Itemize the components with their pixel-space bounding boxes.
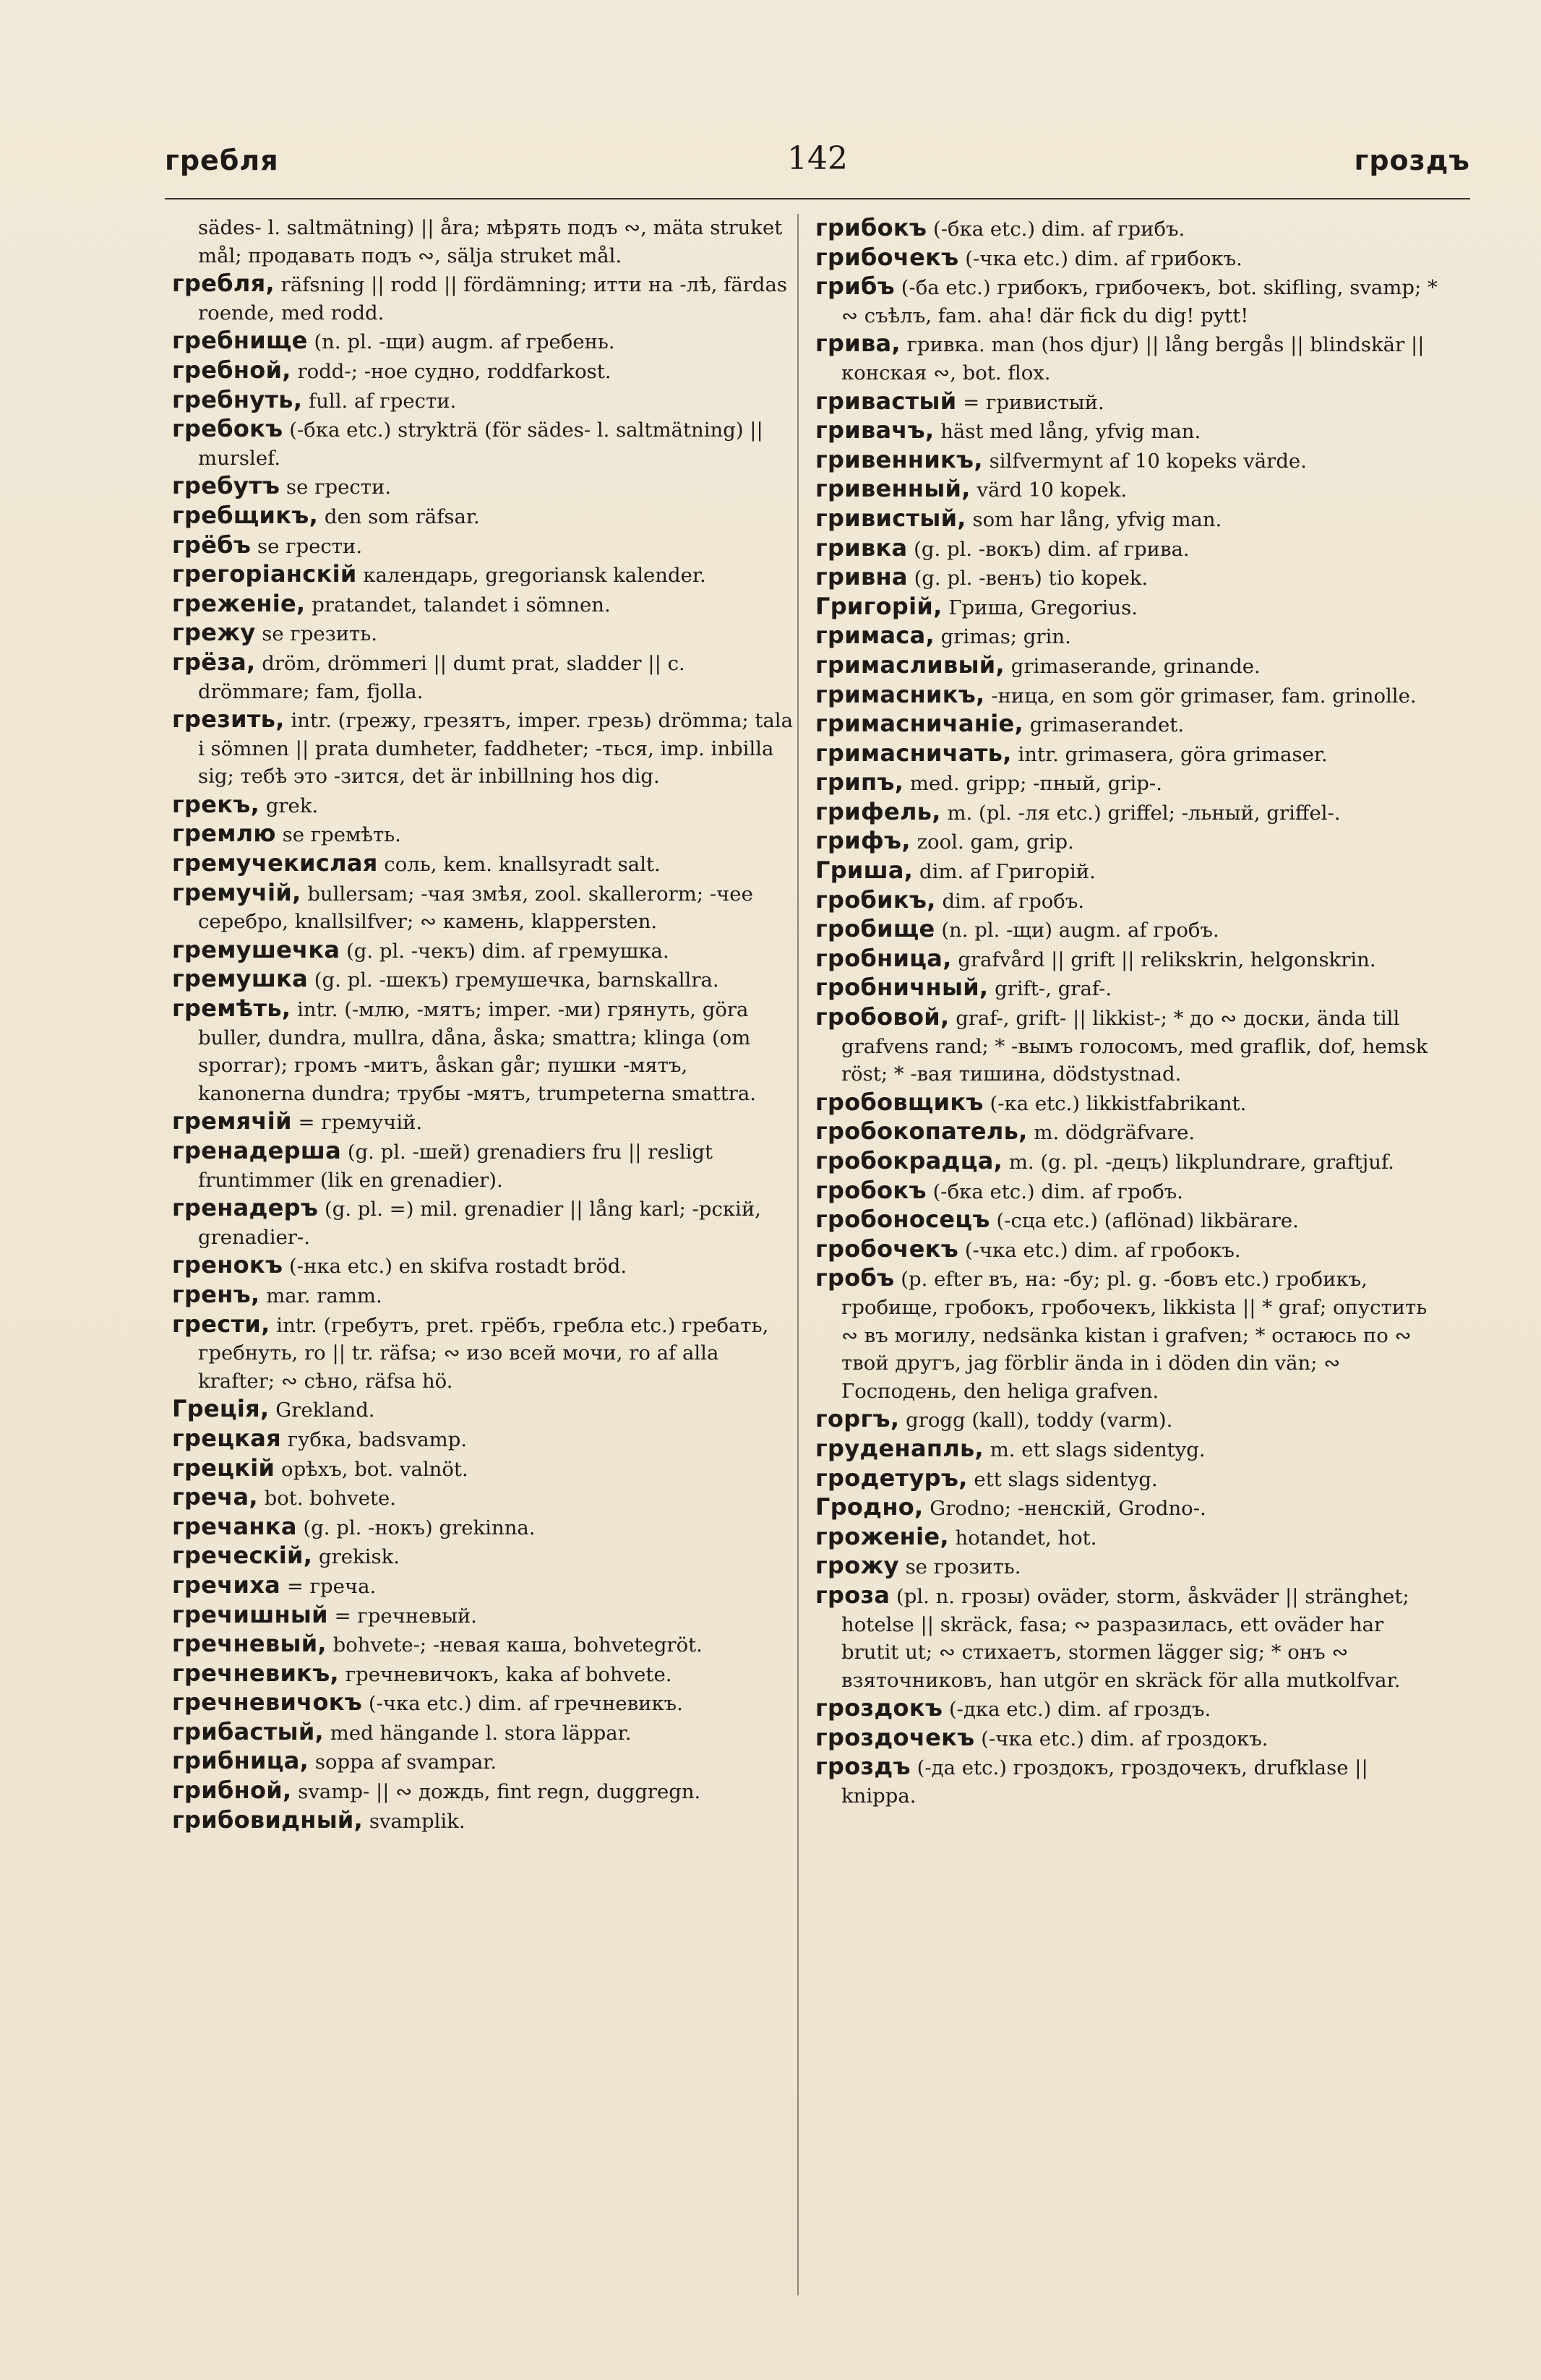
entry-headword: гримасничать, <box>815 739 1012 767</box>
entry-headword: гречневичокъ <box>172 1688 363 1717</box>
dictionary-entry <box>172 791 797 820</box>
dictionary-entry <box>815 651 1440 681</box>
entry-headword: гробочекъ <box>815 1234 959 1263</box>
dictionary-entry <box>172 1630 797 1659</box>
entry-headword: гренадеръ <box>172 1194 319 1222</box>
entry-definition: (-дка etc.) dim. af гроздъ. <box>948 1698 1211 1722</box>
entry-headword: грива, <box>815 330 901 358</box>
entry-definition: (g. pl. -вокъ) dim. af грива. <box>914 537 1190 561</box>
entry-definition: (-чка etc.) dim. af гречневикъ. <box>368 1692 683 1716</box>
dictionary-entry <box>172 1601 797 1631</box>
dictionary-entry <box>172 994 797 1107</box>
dictionary-entry <box>172 1194 797 1251</box>
dictionary-entry <box>172 214 797 270</box>
entry-definition: grafvård || grift || relikskrin, helgonskrin. <box>958 948 1376 971</box>
dictionary-entry <box>815 739 1440 769</box>
entry-definition: = гремучій. <box>298 1111 423 1135</box>
entry-definition: intr. grimasera, göra grimaser. <box>1018 742 1328 766</box>
dictionary-entry <box>172 1251 797 1281</box>
entry-headword: грибница, <box>172 1747 309 1775</box>
entry-headword: гробъ <box>815 1264 895 1292</box>
entry-definition: (g. pl. -венъ) tio kopek. <box>914 567 1149 590</box>
dictionary-entry <box>172 1513 797 1542</box>
entry-definition: se грести. <box>286 476 392 499</box>
dictionary-entry <box>815 681 1440 710</box>
dictionary-entry <box>172 965 797 994</box>
dictionary-entry <box>172 705 797 791</box>
entry-definition: som har lång, yfvig man. <box>972 507 1222 531</box>
entry-definition: m. (pl. -ля etc.) griffel; -льный, griffel-. <box>947 801 1341 825</box>
dictionary-entry <box>815 1264 1440 1405</box>
entry-definition: (g. pl. -нокъ) grekinna. <box>303 1516 536 1539</box>
dictionary-entry <box>815 1003 1440 1088</box>
entry-headword: гривка <box>815 533 908 562</box>
entry-headword: гримасникъ, <box>815 680 985 708</box>
entry-headword: грибъ <box>815 272 895 301</box>
dictionary-entry <box>172 1688 797 1718</box>
entry-headword: гробикъ, <box>815 885 936 914</box>
entry-headword: гробовой, <box>815 1003 950 1031</box>
entry-headword: греческій, <box>172 1542 313 1570</box>
entry-headword: гроздокъ <box>815 1694 943 1722</box>
page-header <box>165 140 1470 188</box>
dictionary-entry <box>815 1464 1440 1494</box>
entry-definition: soppa af svampar. <box>314 1750 497 1774</box>
entry-headword: гребщикъ, <box>172 501 319 529</box>
entry-headword: гребной, <box>172 356 291 384</box>
entry-headword: грибастый, <box>172 1717 325 1745</box>
entry-headword: гробокрадца, <box>815 1147 1003 1174</box>
entry-definition: орѣхъ, bot. valnöt. <box>281 1457 468 1481</box>
entry-definition: bohvete-; -невая каша, bohvetegröt. <box>332 1633 703 1657</box>
dictionary-entry <box>815 798 1440 828</box>
entry-definition: (g. pl. -шекъ) гремушечка, barnskallra. <box>314 968 719 992</box>
entry-definition: соль, kem. knallsyradt salt. <box>384 853 661 877</box>
entry-definition: dröm, drömmeri || dumt prat, sladder || c. drömmare; fam, fjolla. <box>198 651 685 703</box>
entry-definition: (n. pl. -щи) augm. af гробъ. <box>941 919 1219 942</box>
entry-headword: гремячій <box>172 1107 292 1135</box>
entry-definition: (pl. n. грозы) oväder, storm, åskväder || stränghet; hotelse || skräck, fasa; ∾ разразилась, ett oväder har brutit ut; ∾ стихаетъ, stormen lägger sig; * онъ ∾ взяточниковъ, han utgör en skräck för alla mutkolfvar. <box>841 1584 1409 1692</box>
dictionary-entry <box>172 386 797 416</box>
entry-definition: se гремѣть. <box>282 823 401 847</box>
entry-definition: (p. efter въ, на: -бу; pl. g. -бовъ etc.) гробикъ, гробище, гробокъ, гробочекъ, likkista || * graf; опустить ∾ въ могилу, nedsänka kistan i grafven; * остаюсь по ∾ твой другъ, jag förblir ända in i döden din vän; ∾ Господень, den heliga grafven. <box>841 1268 1428 1403</box>
entry-headword: Гриша, <box>815 856 914 885</box>
entry-headword: Григорій, <box>815 592 943 620</box>
dictionary-entry <box>172 1425 797 1454</box>
header-rule <box>165 198 1470 199</box>
dictionary-entry <box>815 1177 1440 1206</box>
entry-definition: grimas; grin. <box>940 625 1071 649</box>
entry-headword: гродетуръ, <box>815 1464 968 1492</box>
entry-headword: гробница, <box>815 944 952 972</box>
entry-headword: гробовщикъ <box>815 1088 984 1116</box>
entry-headword: грецкая <box>172 1424 282 1452</box>
entry-headword: гремѣть, <box>172 994 291 1023</box>
entry-headword: грибовидный, <box>172 1805 364 1834</box>
dictionary-entry <box>815 974 1440 1003</box>
entry-headword: гривенный, <box>815 475 971 503</box>
dictionary-entry <box>815 244 1440 273</box>
entry-headword: гримасливый, <box>815 650 1005 679</box>
entry-definition: silfvermynt af 10 kopeks värde. <box>989 449 1307 473</box>
dictionary-entry <box>172 415 797 472</box>
entry-definition: den som räfsar. <box>324 504 480 528</box>
dictionary-entry <box>172 1718 797 1748</box>
entry-headword: гренъ, <box>172 1280 260 1308</box>
entry-definition: intr. (гребутъ, pret. грёбъ, гребла etc.) гребать, гребнуть, ro || tr. räfsa; ∾ изо всей мочи, ro af alla krafter; ∾ сѣно, räfsa hö. <box>198 1313 769 1393</box>
entry-definition: (g. pl. -чекъ) dim. af гремушка. <box>346 939 669 963</box>
right-column <box>815 214 1440 1810</box>
dictionary-entry <box>172 648 797 705</box>
entry-definition: (-бка etc.) dim. af грибъ. <box>933 218 1185 241</box>
entry-definition: (g. pl. =) mil. grenadier || lång karl; -рскій, grenadier-. <box>198 1198 761 1249</box>
entry-definition: (-ка etc.) likkistfabrikant. <box>990 1091 1247 1115</box>
entry-definition: = гречневый. <box>334 1604 477 1628</box>
entry-definition: grimaserande, grinande. <box>1010 654 1261 678</box>
entry-definition: Grekland. <box>275 1399 375 1422</box>
entry-headword: гримаса, <box>815 622 935 650</box>
entry-headword: груденапль, <box>815 1434 984 1462</box>
dictionary-entry <box>172 1777 797 1806</box>
entry-headword: гремучій, <box>172 878 301 906</box>
dictionary-entry <box>815 446 1440 476</box>
entry-definition: häst med lång, yfvig man. <box>940 420 1201 444</box>
entry-headword: гробище <box>815 915 935 943</box>
entry-definition: zool. gam, grip. <box>917 830 1074 854</box>
entry-definition: (-бка etc.) strykträ (för sädes- l. saltmätning) || murslef. <box>198 418 763 470</box>
entry-headword: греча, <box>172 1483 258 1511</box>
entry-headword: грибокъ <box>815 214 927 241</box>
entry-definition: full. af грести. <box>309 389 457 413</box>
entry-headword: грекъ, <box>172 790 260 818</box>
entry-headword: грежу <box>172 619 256 647</box>
entry-definition: (-да etc.) гроздокъ, гроздочекъ, drufklase || knippa. <box>841 1756 1368 1808</box>
column-divider <box>797 214 799 2295</box>
entry-headword: гремучекислая <box>172 849 378 877</box>
entry-definition: Grodno; -ненскій, Grodno-. <box>930 1497 1206 1521</box>
entry-headword: гривна <box>815 563 908 591</box>
dictionary-entry <box>815 593 1440 622</box>
dictionary-entry <box>815 272 1440 330</box>
entry-definition: hotandet, hot. <box>955 1526 1097 1550</box>
dictionary-entry <box>815 1724 1440 1753</box>
dictionary-entry <box>815 1552 1440 1581</box>
dictionary-entry <box>172 1137 797 1194</box>
dictionary-entry <box>172 356 797 386</box>
dictionary-entry <box>815 504 1440 534</box>
entry-definition: grimaserandet. <box>1029 713 1185 737</box>
entry-headword: гречневый, <box>172 1630 327 1658</box>
entry-definition: гречневичокъ, kaka af bohvete. <box>345 1662 672 1686</box>
dictionary-entry <box>815 1694 1440 1724</box>
entry-definition: = гривистый. <box>963 390 1104 414</box>
entry-headword: гремлю <box>172 820 276 848</box>
entry-definition: grek. <box>265 794 319 817</box>
dictionary-entry <box>815 827 1440 856</box>
dictionary-entry <box>172 1310 797 1396</box>
entry-headword: грёбъ <box>172 530 252 559</box>
entry-definition: se грозить. <box>905 1555 1021 1579</box>
dictionary-entry <box>172 1659 797 1689</box>
entry-headword: гремушечка <box>172 935 340 963</box>
entry-headword: гречиха <box>172 1571 281 1599</box>
dictionary-entry <box>172 560 797 590</box>
entry-headword: гроза <box>815 1581 890 1609</box>
entry-definition: (-бка etc.) dim. af гробъ. <box>932 1180 1184 1203</box>
dictionary-entry <box>815 214 1440 244</box>
entry-headword: грибочекъ <box>815 243 959 271</box>
dictionary-entry <box>815 622 1440 651</box>
entry-headword: гребнуть, <box>172 385 303 413</box>
entry-headword: гречневикъ, <box>172 1659 340 1687</box>
entry-definition: se грести. <box>257 534 363 558</box>
entry-headword: грифъ, <box>815 827 911 855</box>
dictionary-entry <box>815 856 1440 886</box>
dictionary-entry <box>815 1235 1440 1265</box>
entry-definition: svamplik. <box>369 1809 465 1833</box>
dictionary-entry <box>815 416 1440 446</box>
entry-definition: календарь, gregoriansk kalender. <box>363 564 706 588</box>
entry-definition: bot. bohvete. <box>264 1487 397 1511</box>
dictionary-entry <box>172 936 797 966</box>
entry-headword: гробокъ <box>815 1176 927 1204</box>
dictionary-entry <box>815 387 1440 417</box>
entry-definition: (n. pl. -щи) augm. af гребень. <box>314 330 615 354</box>
entry-headword: гренокъ <box>172 1251 283 1279</box>
entry-headword: грёза, <box>172 648 256 676</box>
dictionary-entry <box>172 590 797 619</box>
entry-definition: bullersam; -чая змѣя, zool. skallerorm; -чее серебро, knallsilfver; ∾ камень, klappersten. <box>198 882 753 934</box>
dictionary-entry <box>815 1523 1440 1552</box>
dictionary-entry <box>172 820 797 849</box>
dictionary-entry <box>172 327 797 356</box>
entry-headword: греженіе, <box>172 589 306 617</box>
page-number: 142 <box>787 140 848 177</box>
entry-headword: гроздочекъ <box>815 1723 975 1751</box>
entry-headword: гривенникъ, <box>815 445 983 473</box>
entry-headword: грипъ, <box>815 768 904 796</box>
entry-headword: гримасничаніе, <box>815 710 1023 738</box>
dictionary-entry <box>172 502 797 531</box>
entry-definition: svamp- || ∾ дождь, fint regn, duggregn. <box>298 1780 701 1804</box>
right-guide-word: гроздъ <box>1354 145 1470 176</box>
dictionary-entry <box>815 1405 1440 1435</box>
entry-headword: гребнище <box>172 327 308 355</box>
entry-headword: грести, <box>172 1310 270 1338</box>
entry-headword: Гродно, <box>815 1493 924 1521</box>
entry-headword: гроздъ <box>815 1753 911 1781</box>
dictionary-entry <box>815 1206 1440 1235</box>
dictionary-entry <box>172 1483 797 1513</box>
entry-definition: губка, badsvamp. <box>287 1427 468 1451</box>
dictionary-entry <box>172 1107 797 1137</box>
entry-definition: räfsning || rodd || fördämning; итти на -лѣ, färdas roende, med rodd. <box>198 273 787 325</box>
dictionary-entry <box>172 531 797 561</box>
entry-definition: rodd-; -ное судно, roddfarkost. <box>297 359 611 383</box>
entry-headword: гремушка <box>172 965 309 993</box>
dictionary-entry <box>172 270 797 327</box>
entry-definition: гривка. man (hos djur) || lång bergås || blindskär || конская ∾, bot. flox. <box>841 333 1425 385</box>
entry-definition: m. (g. pl. -децъ) likplundrare, graftjuf. <box>1008 1151 1394 1174</box>
dictionary-entry <box>172 619 797 648</box>
entry-headword: горгъ, <box>815 1405 900 1433</box>
entry-definition: m. dödgräfvare. <box>1034 1121 1196 1145</box>
dictionary-entry <box>815 563 1440 593</box>
dictionary-entry <box>815 534 1440 564</box>
entry-definition: grekisk. <box>318 1545 400 1569</box>
dictionary-entry <box>172 879 797 936</box>
entry-headword: гренадерша <box>172 1137 342 1164</box>
dictionary-entry <box>815 1435 1440 1464</box>
entry-headword: гребутъ <box>172 472 280 500</box>
entry-definition: graf-, grift- || likkist-; * до ∾ доски, ända till grafvens rand; * -вымъ голосомъ, med graflik, dof, hemsk röst; * -вая тишина, dödstystnad. <box>841 1007 1428 1086</box>
entry-definition: mar. ramm. <box>266 1284 382 1307</box>
entry-definition: värd 10 kopek. <box>976 478 1128 502</box>
entry-headword: грибной, <box>172 1777 292 1805</box>
entry-headword: гробокопатель, <box>815 1117 1028 1146</box>
entry-headword: гречишный <box>172 1600 328 1628</box>
entry-definition: -ница, en som gör grimaser, fam. grinolle. <box>991 684 1417 708</box>
dictionary-entry <box>172 1571 797 1601</box>
dictionary-entry <box>172 472 797 502</box>
entry-definition: pratandet, talandet i sömnen. <box>312 593 611 617</box>
entry-definition: grogg (kall), toddy (varm). <box>906 1409 1173 1432</box>
entry-headword: гробничный, <box>815 974 989 1002</box>
dictionary-entry <box>815 915 1440 945</box>
entry-definition: (-чка etc.) dim. af гробокъ. <box>964 1238 1241 1262</box>
left-column <box>172 214 797 1835</box>
dictionary-entry <box>172 1281 797 1310</box>
entry-definition: med hängande l. stora läppar. <box>330 1721 632 1745</box>
dictionary-entry <box>815 886 1440 916</box>
dictionary-entry <box>815 330 1440 387</box>
entry-headword: грожу <box>815 1552 899 1580</box>
entry-definition: = греча. <box>286 1574 377 1598</box>
entry-headword: грезить, <box>172 705 285 734</box>
entry-definition: dim. af гробъ. <box>942 889 1085 913</box>
dictionary-entry <box>172 1454 797 1484</box>
left-guide-word: гребля <box>165 145 279 176</box>
entry-definition: med. gripp; -пный, grip-. <box>909 772 1162 796</box>
dictionary-entry <box>172 1806 797 1836</box>
entry-definition: (g. pl. -шей) grenadiers fru || resligt fruntimmer (lik en grenadier). <box>198 1140 713 1192</box>
entry-definition: sädes- l. saltmätning) || åra; мѣрять подъ ∾, mäta struket mål; продавать подъ ∾, sälja struket mål. <box>198 216 783 267</box>
dictionary-entry <box>172 849 797 879</box>
dictionary-entry <box>815 1088 1440 1118</box>
entry-headword: гроженіе, <box>815 1522 949 1550</box>
dictionary-entry <box>815 768 1440 798</box>
entry-headword: гречанка <box>172 1512 297 1540</box>
entry-definition: intr. (-млю, -мятъ; imper. -ми) грянуть, göra buller, dundra, mullra, dåna, åska; smattra; klinga (om sporrar); громъ -митъ, åskan går; пушки -мятъ, kanonerna dundra; трубы -мятъ, trumpeterna smattra. <box>198 998 757 1105</box>
dictionary-entry <box>815 475 1440 504</box>
entry-headword: грецкій <box>172 1453 275 1482</box>
dictionary-entry <box>172 1747 797 1777</box>
dictionary-entry <box>815 1493 1440 1523</box>
dictionary-entry <box>815 1753 1440 1810</box>
dictionary-entry <box>815 1117 1440 1147</box>
entry-definition: (-ба etc.) грибокъ, грибочекъ, bot. skifling, svamp; * ∾ съѣлъ, fam. aha! där fick du dig! pytt! <box>841 276 1438 327</box>
entry-headword: грегоріанскій <box>172 560 357 588</box>
entry-definition: grift-, graf-. <box>995 977 1112 1001</box>
entry-definition: (-чка etc.) dim. af грибокъ. <box>965 246 1242 270</box>
entry-definition: dim. af Григорій. <box>919 860 1096 884</box>
entry-headword: гребля, <box>172 270 275 298</box>
entry-headword: гребокъ <box>172 415 283 443</box>
entry-definition: se грезить. <box>262 622 377 646</box>
dictionary-entry <box>815 1147 1440 1177</box>
entry-headword: гробоносецъ <box>815 1206 990 1234</box>
entry-headword: гривистый, <box>815 504 966 532</box>
entry-definition: ett slags sidentyg. <box>974 1467 1158 1491</box>
dictionary-entry <box>815 945 1440 974</box>
dictionary-entry <box>815 1581 1440 1694</box>
entry-headword: гривастый <box>815 387 957 415</box>
entry-definition: m. ett slags sidentyg. <box>990 1438 1206 1461</box>
entry-definition: intr. (грежу, грезятъ, imper. грезь) drömma; tala i sömnen || prata dumheter, faddheter; -ться, imp. inbilla sig; тебѣ это -зится, det är inbillning hos dig. <box>198 709 793 789</box>
dictionary-entry <box>172 1542 797 1571</box>
dictionary-entry <box>172 1395 797 1425</box>
entry-headword: Греція, <box>172 1395 270 1423</box>
entry-headword: гривачъ, <box>815 416 935 444</box>
entry-definition: (-нка etc.) en skifva rostadt bröd. <box>289 1255 627 1279</box>
entry-headword: грифель, <box>815 797 941 825</box>
entry-definition: (-чка etc.) dim. af гроздокъ. <box>981 1727 1269 1750</box>
entry-definition: Гриша, Gregorius. <box>948 596 1138 619</box>
dictionary-entry <box>815 710 1440 739</box>
entry-definition: (-сца etc.) (aflönad) likbärare. <box>996 1209 1299 1233</box>
